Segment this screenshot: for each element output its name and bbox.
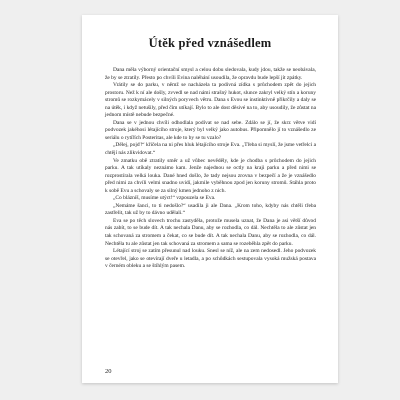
paragraph: Ve zmatku obě ztratily směr a už vůbec nevěděly, kde je chodba s průchodem do jejich parku. A tak utíkaly neznámo kam. Jenže najednou se octly na kraji parku a před nimi se rozprostírala velká louka. Dané hned došlo, že tady nejsou zrovna v bezpečí a že je vznášedlo před nimi za chvíli velmi snadno uvidí, jakmile vyběhnou zpod jen koruny stromů. Stáhla proto k sobě Evu a schovaly se za silný kmen jednoho z nich. xyxy=(105,157,316,194)
paragraph: „Co blázníš, musíme utýct!“ vzpouzela se Eva. xyxy=(113,195,216,202)
paragraph: Dana se v jednou chvíli odhodlala podívat se nad sebe. Zdálo se jí, že skrz větve vidí podvozek jakéhosi létajícího stroje, který byl velký jako autobus. Připomnělo jí to vznášedlo ze seriálu o rytířích Posteritas, ale kde to by se tu vzalo? xyxy=(105,119,316,141)
paragraph: „Nemáme šanci, to ti nedošlo?“ usadila ji ale Dana. „Krom toho, kdyby nás chtěli třeba zastřelit, tak už by to dávno udělali.“ xyxy=(105,202,316,217)
paragraph: Létající stroj se zatím přesunul nad louku. Snesl se níž, ale na zem nedosedl. Jeho podvozek se otevřel, jako se otevírají dveře u letadla, a po schůdkách sestupovala vysoká mužská postava v černém obleku a se štíhlým pasem. xyxy=(105,248,316,270)
paragraph: Eva se po těch slovech trochu zastyděla, protože musela uznat, že Dana je asi větší důvod nás zabít, to se bude dít. A tak nechala Danu, aby se rozhodla, co dál. Nechtěla to ale zůstat jen tak schovaná za stromem a čekat, co se bude dít. A tak nechala Danu, aby se rozhodla, co dál. Nechtěla tu ale zůstat jen tak schovaná za stromem a sama se rozeběhla zpět do parku. xyxy=(105,217,316,247)
book-page xyxy=(82,15,338,383)
chapter-title: Útěk před vznášedlem xyxy=(148,36,272,50)
body-text xyxy=(105,67,316,271)
page-number: 20 xyxy=(105,368,112,375)
paragraph: Vrátily se do parku, v němž se nacházela ta podivná zídka s průchodem zpět do jejich prostoru. Než k ní ale došly, zvvedl se nad námi strašný hukot, slunce zakryl velký stín a koruny stromů se rozkymácely v silných poryvech větru. Dana s Evou se instinktivně přikrčily a daly se na útěk, i když netušily, před čím utíkají. Bylo to ale dost děsivé na to, aby usoudily, že zůstat na jednom místě nebude bezpečné. xyxy=(105,82,316,119)
paragraph: „Dělej, pojď!“ křičela na ni přes hluk létajícího stroje Eva. „Třeba si myslí, že jsme vetřelci a chtějí nás zlikvidovat.“ xyxy=(105,142,316,157)
paragraph: Dana měla výborný orientační smysl a celou dobu sledovala, kudy jdou, takže se neobávala, že by se ztratily. Přesto po chvíli Evina naléhání usoudila, že opravdu bude lepší jít zpátky. xyxy=(105,67,316,81)
